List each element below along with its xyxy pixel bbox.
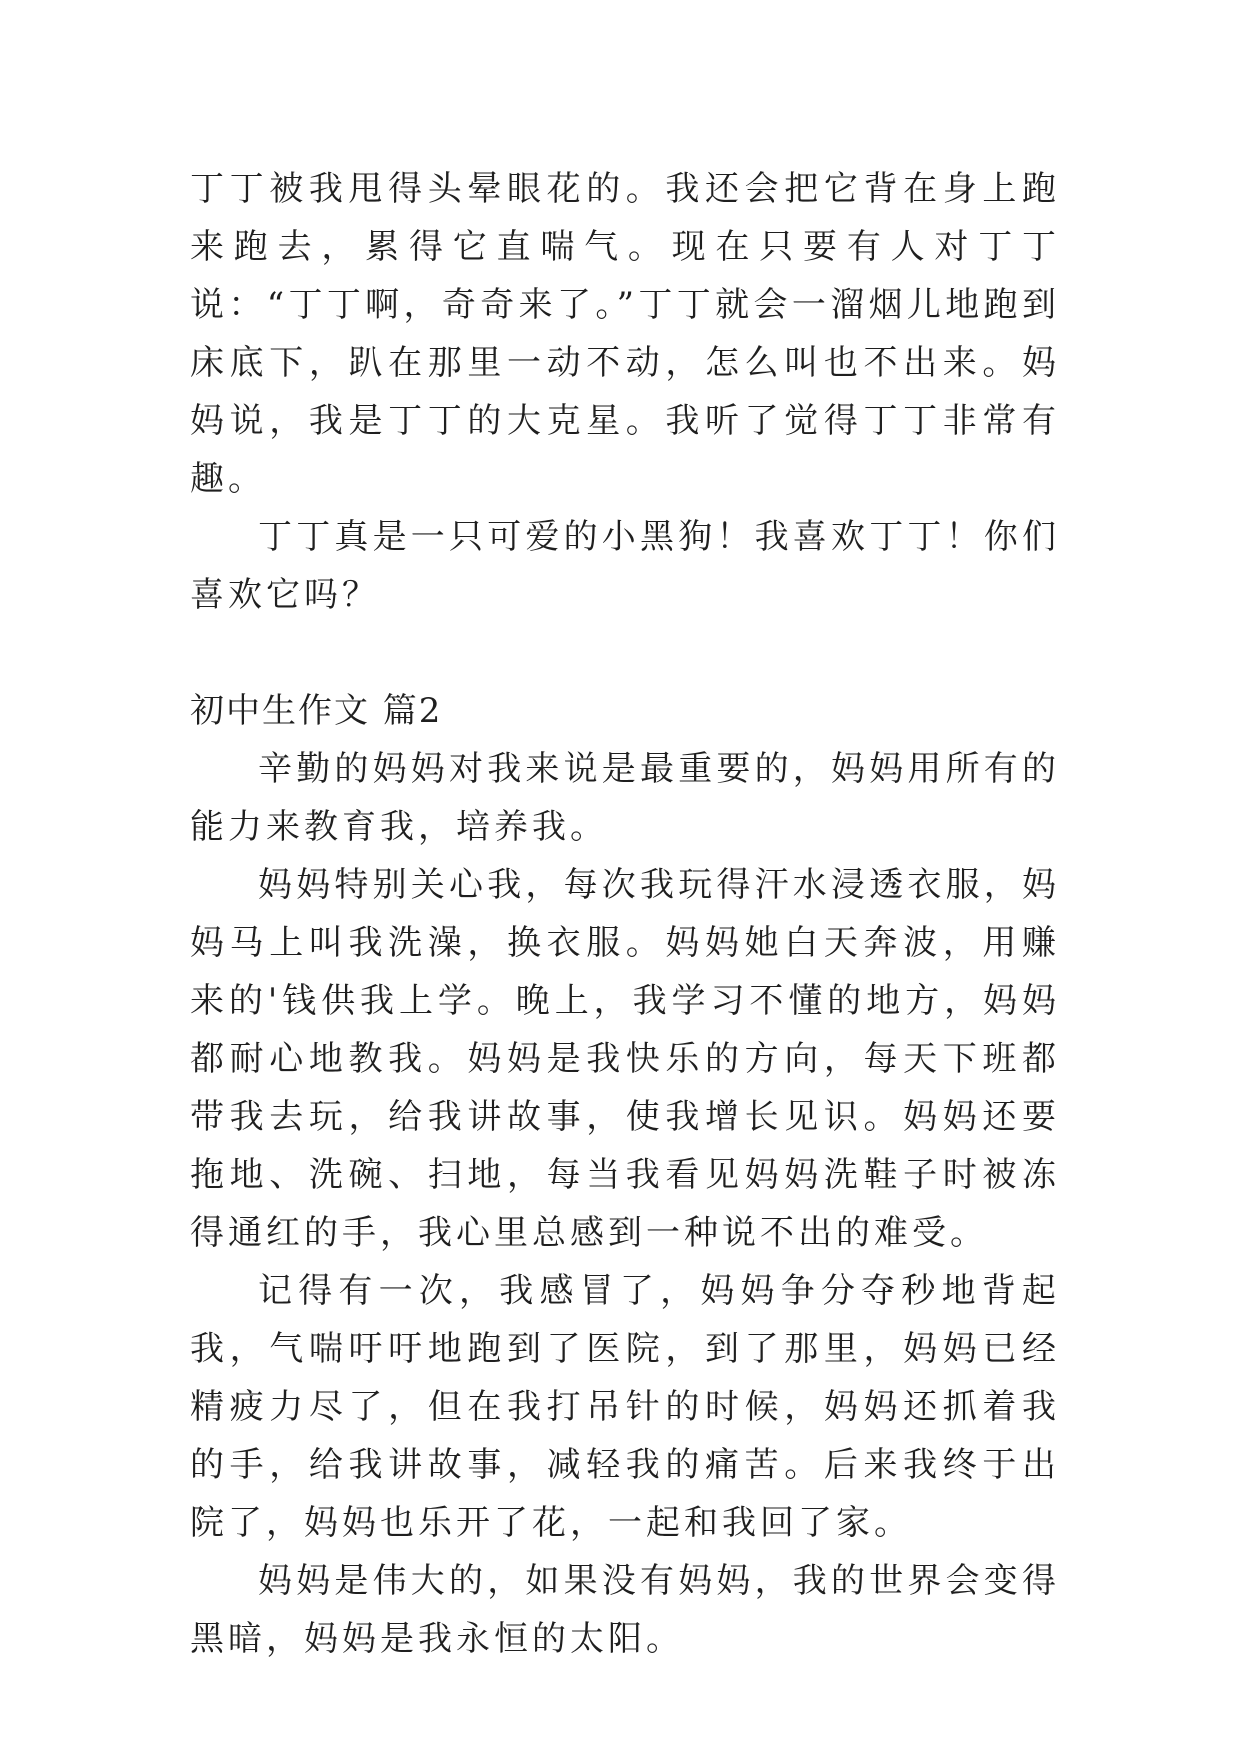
paragraph-3: 记得有一次，我感冒了，妈妈争分夺秒地背起我，气喘吁吁地跑到了医院，到了那里，妈妈已经精疲力尽了，但在我打吊针的时候，妈妈还抓着我的手，给我讲故事，减轻我的痛苦。后来我终于出院了，妈妈也乐开了花，一起和我回了家。: [190, 1271, 1060, 1543]
paragraph-2: 妈妈特别关心我，每次我玩得汗水浸透衣服，妈妈马上叫我洗澡，换衣服。妈妈她白天奔波，用赚来的'钱供我上学。晚上，我学习不懂的地方，妈妈都耐心地教我。妈妈是我快乐的方向，每天下班都带我去玩，给我讲故事，使我增长见识。妈妈还要拖地、洗碗、扫地，每当我看见妈妈洗鞋子时被冻得通红的手，我心里总感到一种说不出的难受。: [190, 865, 1060, 1253]
closing-paragraph: 丁丁真是一只可爱的小黑狗！我喜欢丁丁！你们喜欢它吗？: [190, 517, 1060, 615]
paragraph-1: 辛勤的妈妈对我来说是最重要的，妈妈用所有的能力来教育我，培养我。: [190, 749, 1060, 847]
section-title: 初中生作文 篇2: [190, 691, 443, 731]
document-body: [190, 160, 1060, 1668]
continued-paragraph: 丁丁被我甩得头晕眼花的。我还会把它背在身上跑来跑去，累得它直喘气。现在只要有人对丁丁说：“丁丁啊，奇奇来了。”丁丁就会一溜烟儿地跑到床底下，趴在那里一动不动，怎么叫也不出来。妈妈说，我是丁丁的大克星。我听了觉得丁丁非常有趣。: [190, 169, 1060, 499]
paragraph-4: 妈妈是伟大的，如果没有妈妈，我的世界会变得黑暗，妈妈是我永恒的太阳。: [190, 1561, 1060, 1659]
